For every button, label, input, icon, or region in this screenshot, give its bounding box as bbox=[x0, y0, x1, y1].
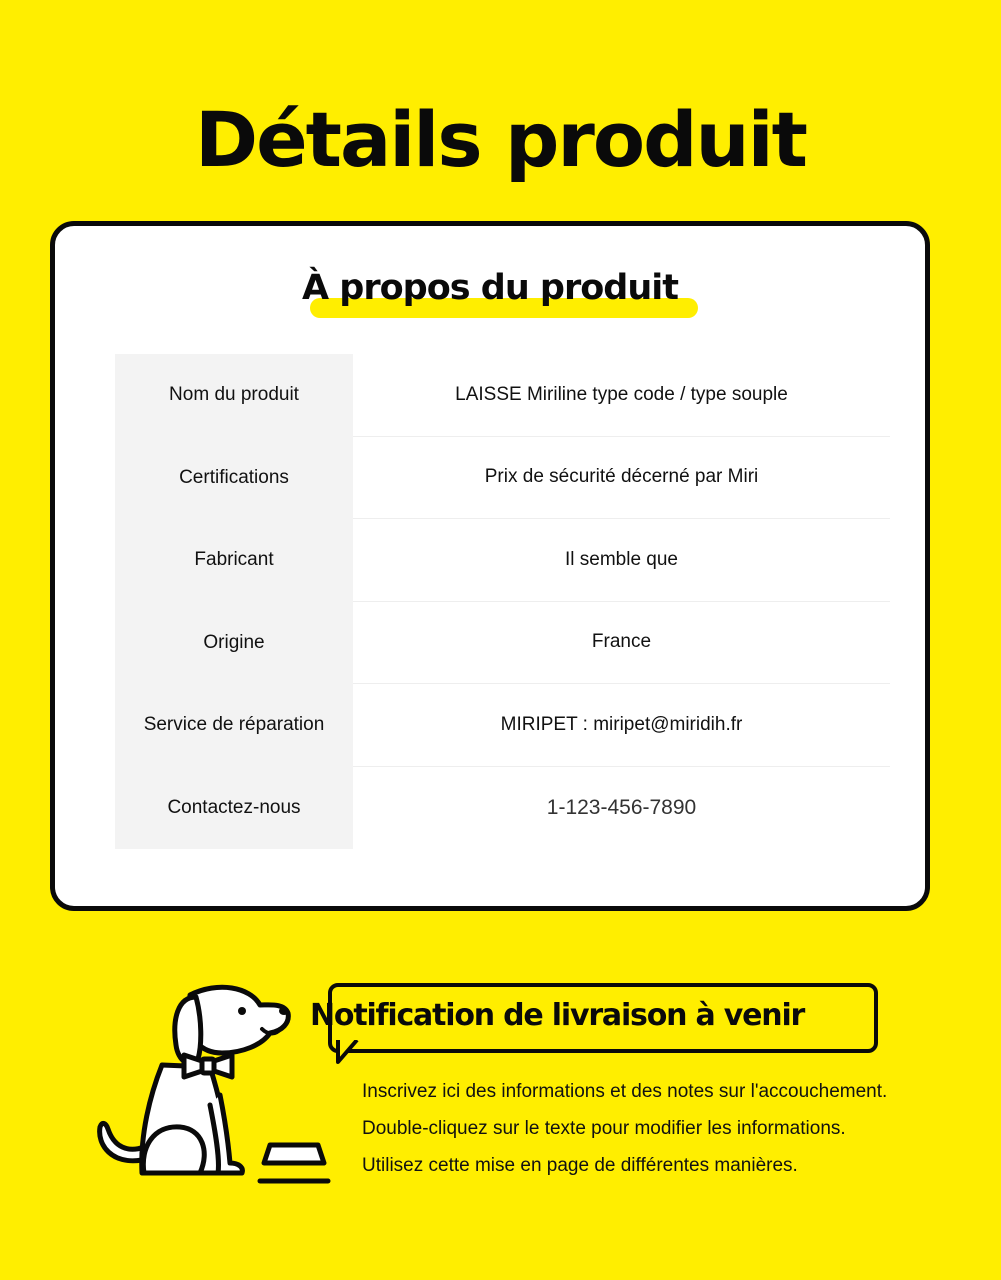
contact-phone-link[interactable]: 1-123-456-7890 bbox=[546, 795, 697, 819]
page-title: Détails produit bbox=[194, 95, 807, 184]
notification-title: Notification de livraison à venir bbox=[310, 998, 805, 1033]
spec-row-contact bbox=[115, 767, 890, 850]
spec-label: Service de réparation bbox=[115, 684, 353, 767]
card-heading: À propos du produit bbox=[302, 268, 678, 308]
spec-value: Prix de sécurité décerné par Miri bbox=[353, 437, 890, 520]
spec-label: Certifications bbox=[115, 437, 353, 520]
spec-table bbox=[115, 354, 890, 849]
spec-value: LAISSE Miriline type code / type souple bbox=[353, 354, 890, 437]
repair-email-link[interactable]: MIRIPET : miripet@miridih.fr bbox=[353, 684, 890, 767]
spec-value: Il semble que bbox=[353, 519, 890, 602]
spec-row-product-name bbox=[115, 354, 890, 437]
speech-bubble-tail bbox=[335, 1040, 365, 1066]
spec-label: Fabricant bbox=[115, 519, 353, 602]
spec-row-repair-service bbox=[115, 684, 890, 767]
spec-row-origin bbox=[115, 602, 890, 685]
notification-line[interactable]: Utilisez cette mise en page de différentes manières. bbox=[362, 1155, 798, 1176]
dog-illustration bbox=[92, 975, 332, 1195]
spec-label: Origine bbox=[115, 602, 353, 685]
spec-row-certifications bbox=[115, 437, 890, 520]
product-details-card bbox=[50, 221, 930, 911]
spec-label: Nom du produit bbox=[115, 354, 353, 437]
spec-label: Contactez-nous bbox=[115, 767, 353, 850]
notification-line[interactable]: Inscrivez ici des informations et des notes sur l'accouchement. bbox=[362, 1081, 888, 1102]
spec-row-manufacturer bbox=[115, 519, 890, 602]
spec-value: France bbox=[353, 602, 890, 685]
notification-line[interactable]: Double-cliquez sur le texte pour modifier les informations. bbox=[362, 1118, 846, 1139]
notification-text bbox=[362, 1073, 887, 1184]
